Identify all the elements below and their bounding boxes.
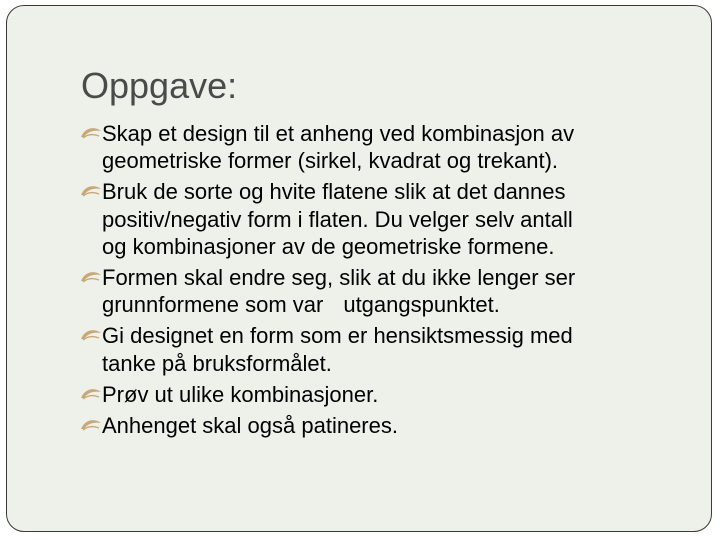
bullet-line: Formen skal endre seg, slik at du ikke lenger ser	[102, 265, 576, 291]
bullet-line-part: utgangspunktet.	[343, 292, 500, 318]
bullet-item	[79, 178, 705, 260]
bullet-line-wrap	[102, 291, 705, 318]
bullet-line: Anhenget skal også patineres.	[102, 413, 398, 439]
bullet-line-part: grunnformene som var	[102, 292, 324, 318]
bullet-line: Skap et design til et anheng ved kombinasjon av	[102, 121, 575, 146]
leaf-swirl-icon	[79, 386, 103, 402]
slide-title: Oppgave:	[81, 65, 238, 106]
bullet-line: Gi designet en form som er hensiktsmessig med	[102, 323, 573, 349]
bullet-item	[79, 412, 705, 439]
bullet-line: og kombinasjoner av de geometriske formene.	[102, 233, 555, 259]
leaf-swirl-icon	[79, 183, 103, 199]
bullet-line: positiv/negativ form i flaten. Du velger selv antall	[102, 206, 573, 232]
bullet-line: Prøv ut ulike kombinasjoner.	[102, 381, 379, 407]
bullet-item	[79, 381, 705, 408]
slide	[6, 5, 712, 532]
bullet-item	[79, 322, 705, 376]
leaf-swirl-icon	[79, 327, 103, 343]
bullet-list	[79, 120, 705, 443]
bullet-line: tanke på bruksformålet.	[102, 350, 332, 376]
bullet-item	[79, 120, 705, 174]
bullet-line: geometriske former (sirkel, kvadrat og trekant).	[102, 148, 559, 174]
leaf-swirl-icon	[79, 417, 103, 433]
bullet-item	[79, 264, 705, 318]
bullet-line: Bruk de sorte og hvite flatene slik at det dannes	[102, 179, 566, 205]
leaf-swirl-icon	[79, 269, 103, 285]
leaf-swirl-icon	[79, 125, 103, 141]
